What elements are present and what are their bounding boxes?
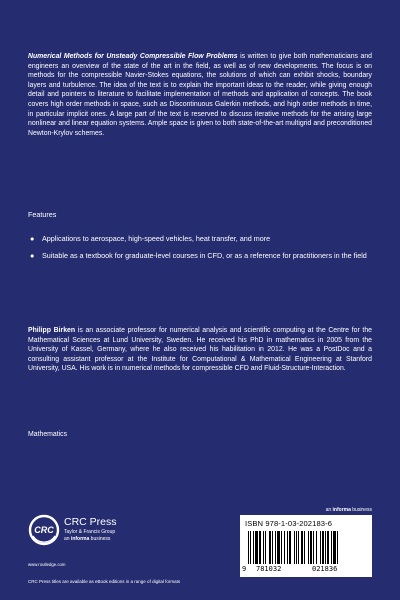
- publisher-url: www.routledge.com: [28, 562, 66, 567]
- informa-brand: informa: [332, 507, 351, 513]
- ebook-note: CRC Press titles are available as eBook editions in a range of digital formats: [28, 579, 181, 584]
- description-text: is written to give both mathematicians and engineers an overview of the state of the art in the field, as well as of new developments. The focus is on methods for the compressible Navier-Stokes equations, the solutions of which can exhibit shocks, boundary layers and turbulence. The idea of the text is to explain the important ideas to the reader, while giving enough detail and pointers to literature to facilitate implementation of methods and application of concepts. The book covers high order methods in space, such as Discontinuous Galerkin methods, and high order methods in time, in particular implicit ones. A large part of the text is reserved to discuss iterative methods for the arising large nonlinear and linear equation systems. Ample space is given to both state-of-the-art multigrid and preconditioned Newton-Krylov schemes.: [28, 53, 372, 137]
- feature-item: [28, 251, 372, 262]
- book-title: Numerical Methods for Unsteady Compressible Flow Problems: [28, 53, 238, 60]
- subject-category: Mathematics: [28, 431, 68, 438]
- feature-item: [28, 234, 372, 245]
- bullet-icon: ●: [30, 234, 35, 243]
- features-heading: Features: [28, 210, 57, 219]
- publisher-group: Taylor & Francis Group an informa business: [64, 529, 116, 542]
- informa-business-tag: an informa business: [325, 507, 372, 513]
- author-name: Philipp Birken: [28, 327, 76, 334]
- publisher-logo: [28, 512, 208, 552]
- author-bio: [28, 326, 372, 374]
- barcode-panel: ISBN 978-1-03-202183-6 9 781032 021836: [240, 515, 372, 577]
- feature-text: Suitable as a textbook for graduate-level courses in CFD, or as a reference for practitioners in the field: [42, 250, 367, 260]
- publisher-name: CRC Press: [64, 516, 117, 528]
- features-list: [28, 234, 372, 267]
- crc-logo-text: CRC: [34, 525, 54, 535]
- crc-logo-icon: [28, 514, 60, 546]
- author-bio-text: is an associate professor for numerical analysis and scientific computing at the Centre for the Mathematical Sciences at Lund University, Sweden. He received his PhD in mathematics in 2005 from the University of Kassel, Germany, where he also received his habilitation in 2012. He was a PostDoc and a consulting assistant professor at the Institute for Computational & Mathematical Engineering at Stanford University, USA. His work is in numerical methods for compressible CFD and Fluid-Structure-Interaction.: [28, 327, 373, 373]
- isbn-label: ISBN 978-1-03-202183-6: [245, 519, 333, 528]
- barcode-icon: [248, 531, 364, 564]
- bullet-icon: ●: [30, 250, 35, 260]
- book-description: [28, 52, 372, 138]
- feature-text: Applications to aerospace, high-speed vehicles, heat transfer, and more: [42, 234, 271, 243]
